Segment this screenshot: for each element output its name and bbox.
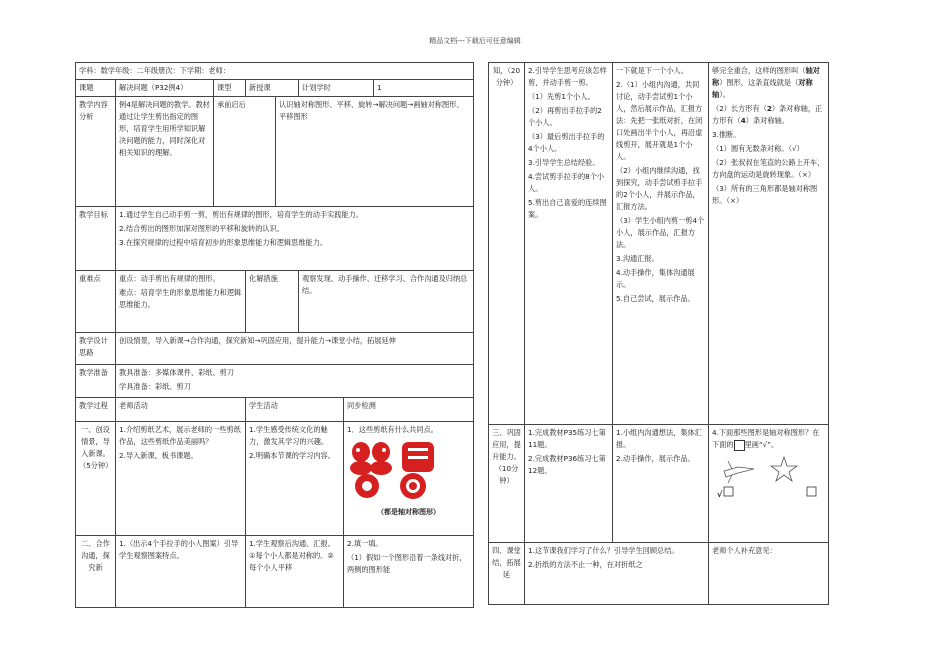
r1-student-1: 一下就是下一个小人。	[616, 66, 688, 75]
r1-teacher-2: （1）先剪1个小人。	[528, 92, 595, 101]
stage-2-student: 1.学生观察后沟通、汇报。①每个小人都是对称的。②每个小人平移	[246, 536, 344, 608]
paper-cut-images	[347, 438, 470, 504]
key-points-text	[116, 271, 246, 333]
goal-3: 3.在探究规律的过程中培育初步的形象思维能力和逻辑思维能力。	[119, 238, 328, 247]
stage-2-cont-label: 知，（20分钟）	[489, 63, 525, 425]
stage-2-label: 二、合作沟通，探究新	[76, 536, 116, 608]
r3-teacher-1: 1.这节课我们学习了什么？引导学生回顾总结。	[528, 546, 679, 555]
stage-3-student	[613, 425, 709, 543]
r2-check-q-a: 4.下面那些图形是轴对称图形？在下面的	[712, 428, 820, 449]
student-prep: 学具准备：彩纸、剪刀	[119, 382, 191, 391]
r2-student-1: 1.小组内沟通想法，集体汇报。	[616, 428, 702, 449]
r2-teacher-2: 2.完成教材P36练习七第12题。	[528, 454, 606, 475]
stage-1-label: 一、创设情景，导入新课。（5分钟）	[76, 422, 116, 536]
stage-1-check	[344, 422, 474, 536]
transition-label: 承前启后	[214, 97, 276, 207]
stage-4-label: 四、课堂结，拓展延	[489, 543, 525, 605]
stage-4-note: 老师个人补充意见：	[709, 543, 829, 605]
r1-check-6: （3）所有的三角形都是轴对称图形。（×）	[712, 184, 818, 205]
design-idea-text: 创设情景，导入新课→合作沟通，探究新知→巩固应用，提升能力→课堂小结，拓展延伸	[116, 333, 474, 365]
r1-check-2-c: ）条对称轴。	[745, 116, 789, 125]
label-key-points: 重难点	[76, 271, 116, 333]
teacher-prep: 教具准备：多媒体课件、彩纸、剪刀	[119, 368, 235, 377]
r2-student-2: 2.动手操作，展示作品。	[616, 454, 695, 463]
s1-teacher-2: 2.导入新课，板书课题。	[119, 451, 198, 460]
star-icon	[771, 457, 797, 481]
tick-mark: √	[717, 490, 723, 499]
r2-check-q-b: 里画“√”。	[744, 440, 779, 449]
label-goals: 教学目标	[76, 207, 116, 271]
r1-student-2: 2.（1）小组内沟通，共同讨论，动手尝试剪1个小人，然后展示作品，汇报方法：先把一张纸对折，在闭口处画出半个小人，再沿虚线剪开，展开就是1个小人。	[616, 80, 703, 161]
class-type-value: 新授课	[246, 80, 299, 97]
r3-teacher-2: 2.折纸的方法不止一种，在对折纸之	[528, 560, 643, 569]
answer-square-axes: 4	[740, 116, 746, 125]
r1-check-1-c: ）。	[719, 90, 730, 99]
goals-text	[116, 207, 474, 271]
subject-info: 学科：数学年级：二年级册次：下学期：老师：	[76, 63, 474, 80]
stage-2-cont-check	[709, 63, 829, 425]
r1-check-1	[712, 65, 825, 101]
r1-student-4: （3）学生小组内剪一剪4个小人，展示作品，汇报方法。	[616, 216, 705, 249]
jet-icon	[724, 467, 754, 477]
r1-check-4: （1）圆有无数条对称。（√）	[712, 144, 804, 153]
knowledge-chain: 认识轴对称图形、平移、旋转→解决问题→画轴对称图形、平移图形	[276, 97, 474, 207]
r1-teacher-7: 5.剪出自己喜爱的连续图案。	[528, 198, 607, 219]
label-design-idea: 教学设计思路	[76, 333, 116, 365]
preparation-text	[116, 365, 474, 398]
label-hours: 计划学时	[299, 80, 374, 97]
stage-3-teacher	[525, 425, 613, 543]
r1-check-2-b: ）条对称轴，正方形有（	[712, 104, 823, 125]
r1-check-2-a: （2）长方形有（	[712, 104, 767, 113]
s1-student-1: 1.学生感受传统文化的魅力，激发其学习的兴趣。	[249, 425, 329, 446]
answer-axis: 对称轴	[712, 78, 813, 99]
paper-cut-figures	[347, 438, 447, 502]
col-check: 同步检测	[344, 398, 474, 422]
answer-rect-axes: 2	[766, 104, 772, 113]
label-preparation: 教学准备	[76, 365, 116, 398]
content-analysis-text: 例4是解决问题的教学。教材通过让学生剪出指定的图形，培育学生用所学知识解决问题的能力，同时深化对相关知识的理解。	[116, 97, 214, 207]
key-point: 重点：动手剪出有规律的图形。	[119, 274, 220, 283]
label-measures: 化解措施	[246, 271, 299, 333]
stage-3-check	[709, 425, 829, 543]
r1-teacher-1: 2.引导学生思考应该怎样剪，并动手剪一剪。	[528, 66, 607, 87]
left-lesson-table	[75, 62, 474, 608]
r2-teacher-1: 1.完成教材P35练习七第11题。	[528, 428, 606, 449]
stage-2-cont-student	[613, 63, 709, 425]
s1-check-answer: （都是轴对称图形）	[377, 508, 441, 516]
r1-student-3: （2）小组内继续沟通，找到探究，动手尝试剪手拉手的2个小人，并展示作品，汇报方法。	[616, 166, 703, 211]
r1-teacher-6: 4.尝试剪手拉手的8个小人。	[528, 172, 605, 193]
topic-value: 解决问题（P32例4）	[116, 80, 214, 97]
r2-check-q	[712, 427, 825, 451]
col-teacher: 老师活动	[116, 398, 246, 422]
r1-check-3: 3.推断。	[712, 130, 741, 139]
label-topic: 课题	[76, 80, 116, 97]
answer-box-example	[734, 440, 745, 451]
s2-check-1: 2.填一填。	[347, 539, 383, 548]
stage-4-teacher	[525, 543, 709, 605]
measures-text: 观察发现、动手操作、迁移学习、合作沟通及归纳总结。	[299, 271, 474, 333]
r1-student-5: 3.沟通汇报。	[616, 254, 659, 263]
r1-check-2	[712, 103, 825, 127]
stage-2-teacher: 1.（出示4个手拉手的小人图案）引导学生观察图案特点。	[116, 536, 246, 608]
label-process: 教学过程	[76, 398, 116, 422]
difficult-point: 难点：培育学生的形象思维能力和逻辑思维能力。	[119, 288, 242, 309]
r1-check-5: （2）张叔叔在笔直的公路上开车，方向盘的运动是旋转现象。（×）	[712, 158, 825, 179]
stage-1-teacher	[116, 422, 246, 536]
label-content-analysis: 教学内容分析	[76, 97, 116, 207]
page-header: 精品文档---下载后可任意编辑	[429, 37, 521, 45]
r1-teacher-3: （2）再剪出手拉手的2个小人。	[528, 106, 602, 127]
right-lesson-table	[488, 62, 829, 605]
label-class-type: 课型	[214, 80, 246, 97]
r1-teacher-5: 3.引导学生总结经验。	[528, 158, 600, 167]
s1-student-2: 2.明确本节课的学习内容。	[249, 451, 335, 460]
r1-student-7: 5.自己尝试，展示作品。	[616, 294, 695, 303]
goal-1: 1.通过学生自己动手剪一剪，剪出有规律的图形，培育学生的动手实践能力。	[119, 210, 364, 219]
stage-3-label: 三、巩固应用，提升能力。（10分钟）	[489, 425, 525, 543]
s1-check-q: 1．这些剪纸有什么共同点。	[347, 425, 438, 434]
r1-check-1-a: 够完全重合，这样的图形叫（	[712, 66, 806, 75]
hours-value: 1	[374, 80, 474, 97]
answer-axial-symmetry: 轴对称	[712, 66, 820, 87]
stage-2-check	[344, 536, 474, 608]
r1-student-6: 4.动手操作，集体沟通展示。	[616, 268, 695, 289]
s1-teacher-1: 1.介绍剪纸艺术，展示老师的一些剪纸作品，这些剪纸作品美丽吗？	[119, 425, 241, 446]
r1-teacher-4: （3）最后剪出手拉手的4个小人。	[528, 132, 605, 153]
col-student: 学生活动	[246, 398, 344, 422]
stage-2-cont-teacher	[525, 63, 613, 425]
s2-check-2: （1）假如一个图形沿着一条线对折，两侧的图形能	[347, 553, 467, 574]
r1-check-1-b: ）图形，这条直线就是（	[719, 78, 799, 87]
stage-1-student	[246, 422, 344, 536]
goal-2: 2.结合剪出的图形加深对图形的平移和旋转的认识。	[119, 224, 284, 233]
